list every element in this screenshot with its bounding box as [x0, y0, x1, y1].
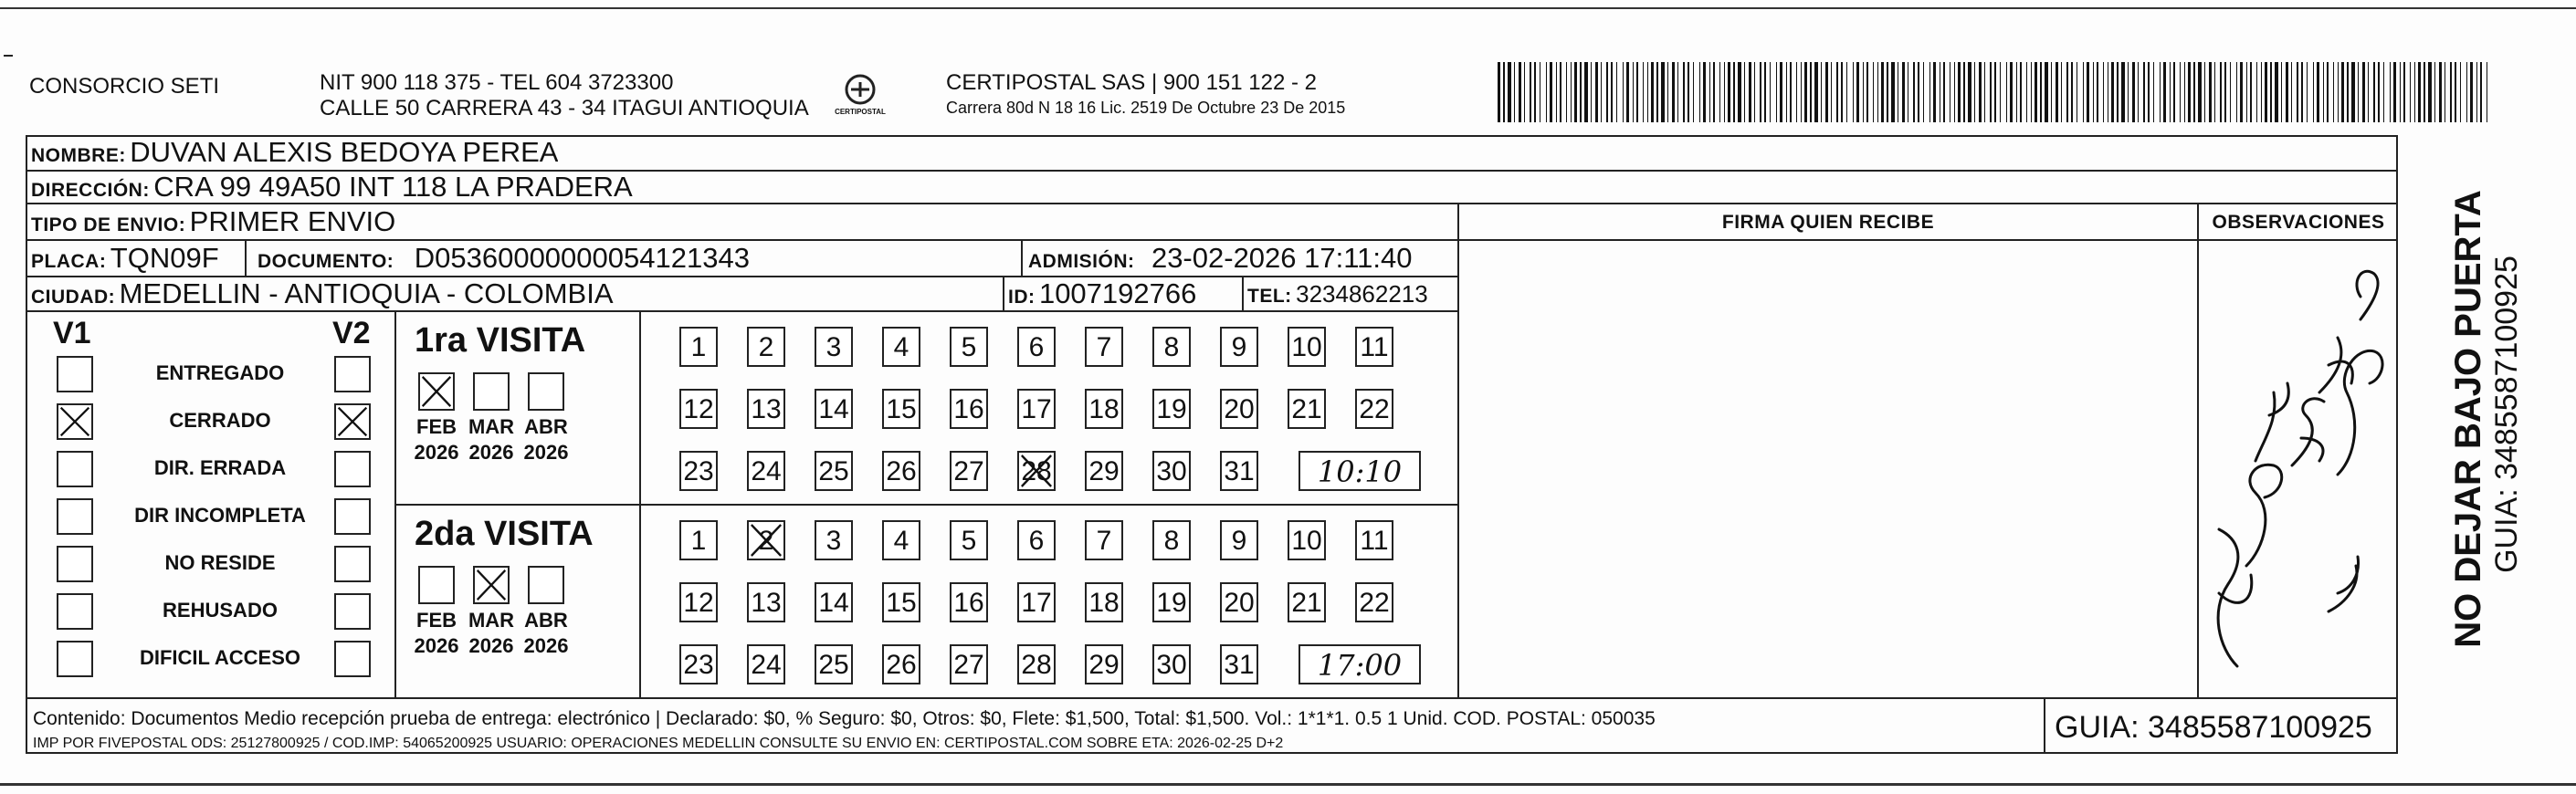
- obs-left-line: [2197, 203, 2199, 699]
- tel-divider: [1242, 276, 1244, 310]
- placa-label: PLACA:: [31, 251, 107, 272]
- placa-value: TQN09F: [110, 242, 219, 274]
- day-box[interactable]: 15: [882, 389, 920, 429]
- visit-divider: [394, 504, 1459, 506]
- row-line-5: [26, 310, 1459, 312]
- header-row-underline: [1459, 239, 2398, 241]
- nit-line: NIT 900 118 375 - TEL 604 3723300: [320, 70, 674, 95]
- year-label: 2026: [468, 441, 514, 464]
- tipo-label: TIPO DE ENVIO:: [31, 214, 186, 235]
- day-box[interactable]: 21: [1288, 582, 1326, 622]
- day-box[interactable]: 1: [679, 520, 718, 560]
- day-box[interactable]: 12: [679, 582, 718, 622]
- day-box[interactable]: 8: [1152, 520, 1191, 560]
- day-box[interactable]: 6: [1017, 327, 1056, 367]
- id-value: 1007192766: [1038, 277, 1197, 309]
- month-label: MAR: [468, 609, 515, 632]
- admision-label: ADMISIÓN:: [1028, 251, 1135, 272]
- year-label: 2026: [468, 634, 514, 657]
- day-box[interactable]: 19: [1152, 582, 1191, 622]
- day-box[interactable]: 6: [1017, 520, 1056, 560]
- month-checkbox[interactable]: [418, 566, 455, 604]
- day-box[interactable]: 23: [679, 644, 718, 684]
- logo-text: CERTIPOSTAL: [835, 108, 886, 116]
- day-box[interactable]: 26: [882, 451, 920, 491]
- month-label: FEB: [416, 415, 457, 438]
- left-tick-mark: [4, 55, 13, 57]
- tel-cell: [1247, 276, 1428, 310]
- day-box[interactable]: 9: [1220, 327, 1258, 367]
- status-label: DIR. ERRADA: [153, 456, 287, 479]
- side-vertical-text: [2418, 164, 2528, 675]
- day-box[interactable]: 16: [950, 582, 988, 622]
- day-box[interactable]: 22: [1355, 582, 1393, 622]
- day-box[interactable]: 10: [1288, 327, 1326, 367]
- nombre-row: [31, 135, 558, 170]
- hour-box[interactable]: 17:00: [1299, 644, 1421, 684]
- firma-header: FIRMA QUIEN RECIBE: [1721, 212, 1935, 233]
- day-box[interactable]: 14: [815, 389, 853, 429]
- day-box[interactable]: 27: [950, 451, 988, 491]
- day-box[interactable]: 18: [1085, 389, 1123, 429]
- certipostal-logo: [833, 69, 888, 124]
- footer-guia-divider: [2044, 697, 2045, 754]
- day-box[interactable]: 28: [1017, 451, 1056, 491]
- observaciones-header: OBSERVACIONES: [2212, 212, 2385, 233]
- day-box[interactable]: 15: [882, 582, 920, 622]
- day-box[interactable]: 4: [882, 520, 920, 560]
- footer-guia: GUIA: 3485587100925: [2055, 710, 2372, 745]
- nombre-value: DUVAN ALEXIS BEDOYA PEREA: [130, 136, 559, 168]
- day-box[interactable]: 30: [1152, 644, 1191, 684]
- month-label: MAR: [468, 415, 515, 438]
- footer-contenido: Contenido: Documentos Medio recepción prueba de entrega: electrónico | Declarado: $0, % Seguro: $0, Otros: $0, Flete: $1,500, Total: $1,500. Vol.: 1*1*1. 0.5 1 Unid. COD. POSTAL: 050035: [33, 708, 1656, 729]
- day-box[interactable]: 7: [1085, 327, 1123, 367]
- day-box[interactable]: 2: [747, 520, 785, 560]
- license-line: Carrera 80d N 18 16 Lic. 2519 De Octubre 23 De 2015: [946, 99, 1346, 117]
- admision-cell: [1028, 239, 1413, 276]
- month-checkbox[interactable]: [473, 372, 510, 411]
- day-box[interactable]: 9: [1220, 520, 1258, 560]
- documento-label: DOCUMENTO:: [258, 251, 394, 272]
- day-box[interactable]: 20: [1220, 582, 1258, 622]
- day-box[interactable]: 13: [747, 389, 785, 429]
- id-divider: [1003, 276, 1004, 310]
- month-checkbox[interactable]: [528, 372, 564, 411]
- placa-cell: [31, 239, 219, 276]
- day-box[interactable]: 2: [747, 327, 785, 367]
- certipostal-line: CERTIPOSTAL SAS | 900 151 122 - 2: [946, 70, 1317, 95]
- footer-imp-line: IMP POR FIVEPOSTAL ODS: 25127800925 / COD.IMP: 54065200925 USUARIO: OPERACIONES MEDELLIN CONSULTE SU ENVIO EN: CERTIPOSTAL.COM SOBRE ETA: 2026-02-25 D+2: [33, 736, 1284, 751]
- tel-value: 3234862213: [1296, 280, 1428, 308]
- day-box[interactable]: 1: [679, 327, 718, 367]
- day-box[interactable]: 22: [1355, 389, 1393, 429]
- month-label: FEB: [416, 609, 457, 632]
- day-box[interactable]: 10: [1288, 520, 1326, 560]
- company-name: CONSORCIO SETI: [29, 74, 220, 99]
- placa-divider: [245, 239, 247, 276]
- day-box[interactable]: 23: [679, 451, 718, 491]
- day-box[interactable]: 25: [815, 644, 853, 684]
- day-box[interactable]: 29: [1085, 644, 1123, 684]
- top-edge-line: [0, 7, 2576, 9]
- day-box[interactable]: 4: [882, 327, 920, 367]
- day-box[interactable]: 16: [950, 389, 988, 429]
- documento-cell: [258, 239, 750, 276]
- tipo-row: [31, 203, 395, 239]
- day-box[interactable]: 28: [1017, 644, 1056, 684]
- v1-label: V1: [53, 316, 91, 350]
- day-box[interactable]: 7: [1085, 520, 1123, 560]
- ciudad-label: CIUDAD:: [31, 287, 116, 308]
- year-label: 2026: [414, 441, 459, 464]
- day-box[interactable]: 18: [1085, 582, 1123, 622]
- visit2-title: 2da VISITA: [415, 515, 594, 553]
- visit1-title: 1ra VISITA: [415, 321, 586, 360]
- day-box[interactable]: 11: [1355, 520, 1393, 560]
- month-label: ABR: [524, 415, 568, 438]
- day-box[interactable]: 20: [1220, 389, 1258, 429]
- day-box[interactable]: 21: [1288, 389, 1326, 429]
- day-box[interactable]: 17: [1017, 582, 1056, 622]
- year-label: 2026: [414, 634, 459, 657]
- ciudad-value: MEDELLIN - ANTIOQUIA - COLOMBIA: [119, 277, 614, 309]
- status-label: DIFICIL ACCESO: [139, 646, 300, 669]
- month-label: ABR: [524, 609, 568, 632]
- nombre-label: NOMBRE:: [31, 145, 126, 166]
- month-checkbox[interactable]: [418, 372, 455, 411]
- day-box[interactable]: 8: [1152, 327, 1191, 367]
- day-box[interactable]: 3: [815, 520, 853, 560]
- direccion-value: CRA 99 49A50 INT 118 LA PRADERA: [153, 171, 633, 203]
- day-box[interactable]: 5: [950, 520, 988, 560]
- tel-label: TEL:: [1247, 286, 1292, 307]
- day-box[interactable]: 31: [1220, 644, 1258, 684]
- day-box[interactable]: 12: [679, 389, 718, 429]
- status-label: NO RESIDE: [164, 551, 276, 574]
- day-box[interactable]: 30: [1152, 451, 1191, 491]
- day-box[interactable]: 3: [815, 327, 853, 367]
- id-cell: [1008, 276, 1196, 310]
- day-box[interactable]: 11: [1355, 327, 1393, 367]
- day-box[interactable]: 14: [815, 582, 853, 622]
- day-box[interactable]: 19: [1152, 389, 1191, 429]
- hour-box[interactable]: 10:10: [1299, 451, 1421, 491]
- status-label: DIR INCOMPLETA: [134, 504, 306, 527]
- day-box[interactable]: 29: [1085, 451, 1123, 491]
- day-box[interactable]: 24: [747, 451, 785, 491]
- documento-value: D05360000000054121343: [414, 242, 750, 274]
- day-box[interactable]: 27: [950, 644, 988, 684]
- v2-label: V2: [332, 316, 371, 350]
- no-dejar-bajo-puerta: NO DEJAR BAJO PUERTA: [2448, 190, 2488, 648]
- handwritten-signature: [2201, 265, 2392, 694]
- admision-value: 23-02-2026 17:11:40: [1151, 242, 1413, 274]
- status-label: REHUSADO: [163, 599, 278, 622]
- admision-divider: [1021, 239, 1023, 276]
- day-box[interactable]: 5: [950, 327, 988, 367]
- day-box[interactable]: 24: [747, 644, 785, 684]
- day-box[interactable]: 25: [815, 451, 853, 491]
- day-box[interactable]: 31: [1220, 451, 1258, 491]
- bottom-edge-line: [0, 783, 2576, 786]
- year-label: 2026: [523, 441, 569, 464]
- month-checkbox[interactable]: [528, 566, 564, 604]
- day-box[interactable]: 26: [882, 644, 920, 684]
- direccion-row: [31, 170, 633, 203]
- status-label: CERRADO: [169, 409, 271, 432]
- status-label: ENTREGADO: [155, 361, 285, 384]
- footer-top-line: [26, 697, 2398, 699]
- side-guia: GUIA: 3485587100925: [2489, 256, 2524, 573]
- ciudad-cell: [31, 276, 614, 310]
- day-box[interactable]: 17: [1017, 389, 1056, 429]
- firma-left-line: [1457, 203, 1459, 699]
- year-label: 2026: [523, 634, 569, 657]
- address-line: CALLE 50 CARRERA 43 - 34 ITAGUI ANTIOQUIA: [320, 96, 809, 120]
- tipo-value: PRIMER ENVIO: [189, 205, 396, 237]
- direccion-label: DIRECCIÓN:: [31, 180, 150, 201]
- id-label: ID:: [1008, 287, 1036, 308]
- day-box[interactable]: 13: [747, 582, 785, 622]
- barcode: [1498, 62, 2493, 122]
- month-checkbox[interactable]: [473, 566, 510, 604]
